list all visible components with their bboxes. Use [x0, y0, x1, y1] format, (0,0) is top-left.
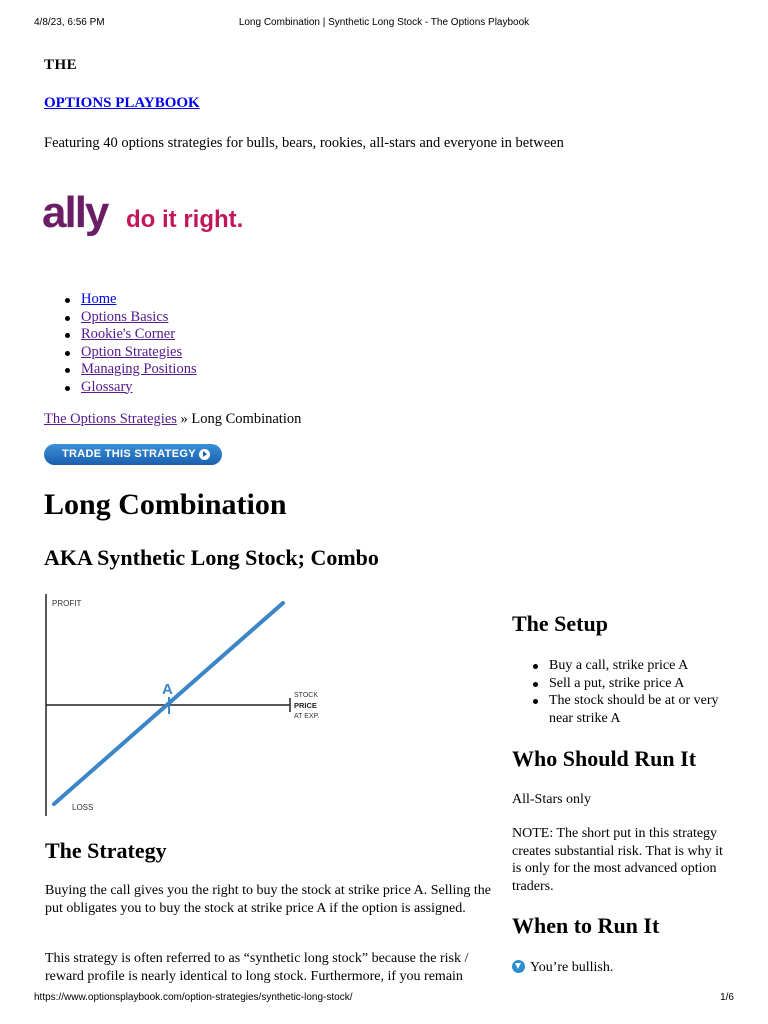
- nav-link-option-strategies[interactable]: Option Strategies: [81, 343, 183, 360]
- payoff-line: [54, 603, 283, 804]
- nav-link-options-basics[interactable]: Options Basics: [81, 308, 169, 325]
- print-datetime: 4/8/23, 6:56 PM: [34, 17, 105, 28]
- nav-link-managing-positions[interactable]: Managing Positions: [81, 361, 197, 377]
- nav-link-home[interactable]: Home: [81, 291, 117, 307]
- page-title: Long Combination: [44, 488, 287, 521]
- nav-item-home: [62, 291, 197, 309]
- when-heading: When to Run It: [512, 913, 660, 938]
- stock-label: STOCK: [294, 692, 318, 699]
- strike-a-label: A: [162, 681, 173, 698]
- site-the: THE: [44, 57, 78, 73]
- nav-item-glossary: [62, 379, 197, 397]
- profit-loss-svg: [40, 590, 340, 820]
- nav-item-option-strategies: [62, 344, 197, 362]
- loss-label: LOSS: [72, 803, 94, 812]
- print-page-title: Long Combination | Synthetic Long Stock - The Options Playbook: [238, 17, 530, 28]
- setup-item: Buy a call, strike price A: [512, 657, 742, 675]
- ally-logo-text: ally: [42, 193, 108, 237]
- who-note: NOTE: The short put in this strategy creates substantial risk. That is why it is only for the most advanced option traders.: [512, 826, 723, 894]
- profit-loss-diagram: [40, 590, 340, 825]
- setup-item: Sell a put, strike price A: [512, 675, 742, 693]
- nav-item-rookies-corner: [62, 326, 197, 344]
- print-url: https://www.optionsplaybook.com/option-strategies/synthetic-long-stock/: [34, 992, 353, 1003]
- breadcrumb: [44, 411, 301, 428]
- strategy-paragraph-1: Buying the call gives you the right to buy the stock at strike price A. Selling the put obligates you to buy the stock at strike price A if the option is assigned.: [45, 883, 491, 916]
- nav-item-options-basics: [62, 309, 197, 327]
- price-label: PRICE: [294, 701, 317, 710]
- breadcrumb-current: Long Combination: [191, 411, 302, 427]
- nav-link-glossary[interactable]: Glossary: [81, 378, 133, 395]
- bullish-arrow-icon: [512, 960, 525, 973]
- main-nav: [62, 291, 197, 396]
- at-exp-label: AT EXP.: [294, 713, 320, 720]
- who-heading: Who Should Run It: [512, 746, 697, 771]
- when-outlook-text: You’re bullish.: [530, 960, 614, 975]
- profit-label: PROFIT: [52, 599, 82, 608]
- setup-list: [512, 657, 742, 727]
- aka-subtitle: AKA Synthetic Long Stock; Combo: [44, 545, 379, 570]
- when-outlook: [512, 960, 742, 976]
- trade-button-label: TRADE THIS STRATEGY: [62, 448, 196, 460]
- ally-logo-svg: [42, 193, 262, 243]
- strategy-paragraph-2: This strategy is often referred to as “synthetic long stock” because the risk / reward profile is nearly identical to long stock. Furthermore, if you remain: [45, 951, 469, 984]
- site-brand-link[interactable]: OPTIONS PLAYBOOK: [44, 95, 200, 111]
- print-header: [0, 17, 768, 33]
- nav-item-managing-positions: [62, 361, 197, 379]
- play-circle-icon: [199, 449, 210, 460]
- setup-heading: The Setup: [512, 611, 608, 636]
- breadcrumb-link-strategies[interactable]: The Options Strategies: [44, 411, 177, 427]
- ally-ad-logo[interactable]: [42, 193, 262, 248]
- site-tagline: Featuring 40 options strategies for bulls, bears, rookies, all-stars and everyone in between: [44, 135, 564, 151]
- nav-link-rookies-corner[interactable]: Rookie's Corner: [81, 326, 176, 342]
- strategy-heading: The Strategy: [45, 838, 167, 863]
- setup-item: The stock should be at or very near strike A: [512, 692, 742, 727]
- breadcrumb-separator: »: [176, 411, 192, 427]
- print-footer: [0, 992, 768, 1008]
- trade-this-strategy-button[interactable]: [44, 444, 222, 465]
- who-level: All-Stars only: [512, 792, 591, 807]
- ally-slogan-text: do it right.: [126, 206, 244, 233]
- print-page-number: 1/6: [720, 992, 734, 1003]
